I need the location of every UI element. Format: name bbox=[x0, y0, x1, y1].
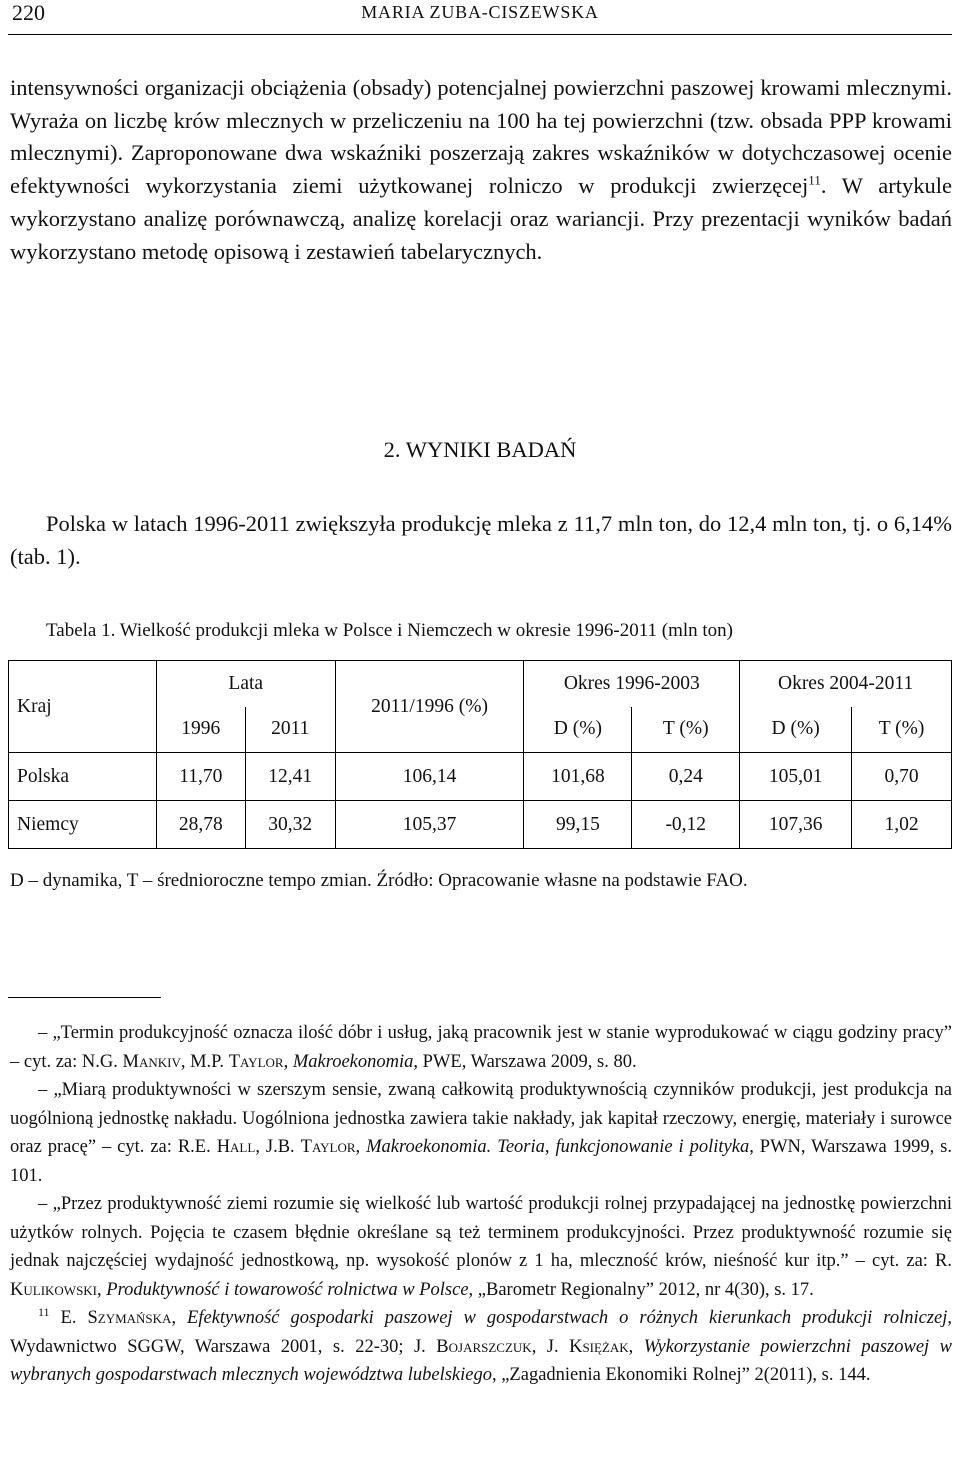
footnote-author: Szymańska bbox=[87, 1308, 172, 1328]
footnote-author: Mankiv bbox=[122, 1051, 181, 1072]
footnote-text: , bbox=[171, 1308, 188, 1328]
footnote-author: Hall bbox=[216, 1137, 256, 1157]
section-title: 2. WYNIKI BADAŃ bbox=[383, 437, 577, 462]
footnote-title: Makroekonomia. Teoria, funkcjonowanie i polityka bbox=[366, 1137, 750, 1157]
footnote-11 bbox=[10, 1304, 952, 1390]
row-t1: 0,24 bbox=[632, 753, 740, 801]
row-country: Niemcy bbox=[9, 801, 157, 849]
footnote bbox=[10, 1019, 952, 1076]
header-lata: Lata bbox=[156, 661, 335, 707]
footnote-text: , J.B. bbox=[255, 1137, 301, 1157]
table-caption: Tabela 1. Wielkość produkcji mleka w Polsce i Niemczech w okresie 1996-2011 (mln ton) bbox=[46, 620, 733, 641]
footnotes bbox=[10, 1019, 952, 1390]
header-t1: T (%) bbox=[632, 707, 740, 753]
row-d1: 101,68 bbox=[524, 753, 632, 801]
footnote-author: Kulikowski bbox=[10, 1279, 98, 1300]
row-value-2011: 12,41 bbox=[245, 753, 335, 801]
page-header bbox=[8, 0, 952, 35]
footnote-ref-11: 11 bbox=[808, 172, 821, 188]
footnote bbox=[10, 1076, 952, 1190]
footnote-text: , PWE, Warszawa 2009, s. 80. bbox=[413, 1051, 637, 1072]
header-t2: T (%) bbox=[852, 707, 952, 753]
row-ratio: 106,14 bbox=[335, 753, 524, 801]
footnote-text: E. bbox=[49, 1308, 88, 1328]
footnote-text: – „Miarą produktywności w szerszym sensie, zwaną całkowitą produktywnością czynników produkcji, jest produkcja na uogólnioną jednostkę nakładu. Uogólniona jednostka zawiera takie nakłady, jak kapitał rzeczowy, energię, materiały i surowce oraz pracę” – cyt. za: R.E. bbox=[10, 1080, 952, 1157]
footnote-rule bbox=[8, 997, 161, 998]
footnote-author: Bojarszczuk bbox=[436, 1336, 532, 1357]
footnote-author: Taylor bbox=[300, 1137, 356, 1157]
footnote-text: , bbox=[355, 1137, 367, 1157]
footnote-text: , „Barometr Regionalny” 2012, nr 4(30), s. 17. bbox=[468, 1279, 814, 1300]
intro-text-b: . W artykule wykorzystano analizę porównawczą, analizę korelacji oraz wariancji. Przy prezentacji wyników badań wykorzystano metodę opisową i zestawień tabelarycznych. bbox=[10, 173, 952, 264]
milk-production-table bbox=[8, 660, 952, 849]
footnote-title: Makroekonomia bbox=[292, 1051, 414, 1072]
row-value-1996: 28,78 bbox=[156, 801, 245, 849]
page-number: 220 bbox=[12, 0, 45, 25]
footnote-text: , PWN, Warszawa 1999, s. 101. bbox=[10, 1137, 953, 1186]
table-legend-source: D – dynamika, T – średnioroczne tempo zmian. Źródło: Opracowanie własne na podstawie FAO. bbox=[10, 870, 748, 891]
row-d1: 99,15 bbox=[524, 801, 632, 849]
footnote-text: , „Zagadnienia Ekonomiki Rolnej” 2(2011), s. 144. bbox=[491, 1365, 871, 1385]
footnote bbox=[10, 1190, 952, 1304]
row-t2: 1,02 bbox=[852, 801, 952, 849]
row-t2: 0,70 bbox=[852, 753, 952, 801]
footnote-author: Księżak bbox=[569, 1336, 629, 1357]
header-period-1996-2003: Okres 1996-2003 bbox=[524, 661, 740, 707]
footnote-text: , M.P. bbox=[180, 1051, 229, 1072]
row-value-1996: 11,70 bbox=[156, 753, 245, 801]
intro-text-a: intensywności organizacji obciążenia (obsady) potencjalnej powierzchni paszowej krowami mlecznymi. Wyraża on liczbę krów mlecznych w przeliczeniu na 100 ha tej powierzchni (tzw. obsada PPP krowami mlecznymi). Zaproponowane dwa wskaźniki poszerzają zakres wskaźników w dotychczasowej ocenie efektywności wykorzystania ziemi użytkowanej rolniczo w produkcji zwierzęcej bbox=[10, 75, 952, 199]
table-header-row bbox=[9, 661, 952, 707]
footnote-title: Produktywność i towarowość rolnictwa w Polsce bbox=[106, 1279, 469, 1300]
header-year-2011: 2011 bbox=[245, 707, 335, 753]
row-d2: 107,36 bbox=[740, 801, 852, 849]
footnote-text: , J. bbox=[531, 1336, 570, 1357]
row-ratio: 105,37 bbox=[335, 801, 524, 849]
footnote-author: Taylor bbox=[228, 1051, 284, 1072]
row-value-2011: 30,32 bbox=[245, 801, 335, 849]
header-ratio: 2011/1996 (%) bbox=[335, 661, 524, 753]
header-country: Kraj bbox=[9, 661, 157, 753]
row-country: Polska bbox=[9, 753, 157, 801]
header-d2: D (%) bbox=[740, 707, 852, 753]
footnote-title: Wykorzystanie powierzchni paszowej w wybranych gospodarstwach mlecznych województwa lubelskiego bbox=[10, 1336, 953, 1385]
header-year-1996: 1996 bbox=[156, 707, 245, 753]
footnote-text: , bbox=[97, 1279, 107, 1300]
table-row bbox=[9, 753, 952, 801]
footnote-text: , bbox=[628, 1336, 644, 1357]
header-period-2004-2011: Okres 2004-2011 bbox=[740, 661, 952, 707]
footnote-number: 11 bbox=[38, 1304, 50, 1319]
row-d2: 105,01 bbox=[740, 753, 852, 801]
table-row bbox=[9, 801, 952, 849]
footnote-text: , bbox=[283, 1051, 293, 1072]
footnote-text: , Wydawnictwo SGGW, Warszawa 2001, s. 22-30; J. bbox=[10, 1308, 952, 1357]
row-t1: -0,12 bbox=[632, 801, 740, 849]
footnote-text: – „Termin produkcyjność oznacza ilość dóbr i usług, jaką pracownik jest w stanie wyprodukować w ciągu godziny pracy” – cyt. za: N.G. bbox=[10, 1023, 952, 1072]
footnote-text: – „Przez produktywność ziemi rozumie się wielkość lub wartość produkcji rolnej przypadającej na jednostkę powierzchni użytków rolnych. Pojęcia te czasem błędnie określane są też terminem produkcyjności. Przez produktywność rozumie się jednak najczęściej wydajność jednostkową, np. wysokość plonów z 1 ha, mleczność krów, nieśność kur itp.” – cyt. za: R. bbox=[10, 1194, 952, 1271]
footnote-title: Efektywność gospodarki paszowej w gospodarstwach o różnych kierunkach produkcji rolniczej bbox=[187, 1308, 948, 1328]
header-d1: D (%) bbox=[524, 707, 632, 753]
results-paragraph: Polska w latach 1996-2011 zwiększyła produkcję mleka z 11,7 mln ton, do 12,4 mln ton, tj. o 6,14% (tab. 1). bbox=[10, 511, 952, 569]
intro-paragraph bbox=[10, 72, 952, 268]
running-head-author: MARIA ZUBA-CISZEWSKA bbox=[361, 2, 599, 22]
